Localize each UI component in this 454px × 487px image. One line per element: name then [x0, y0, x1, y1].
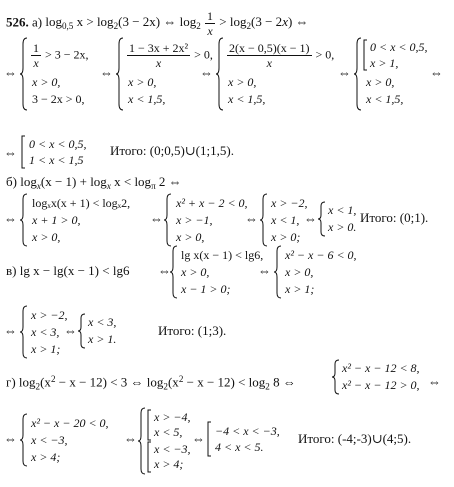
a-final-row1: 0 < x < 0,5, [29, 137, 87, 151]
problem-number: 526. [6, 14, 29, 30]
b-sys3-row2: x < 1, [271, 213, 300, 227]
b-system-1 [22, 194, 147, 246]
iff-symbol: ⇔ [200, 65, 213, 80]
g-sys3-row1: x > −4, [154, 410, 191, 424]
v-sys3-row2: x < 3, [31, 325, 60, 339]
square-bracket-icon [148, 442, 152, 472]
b-sys4-row1: x < 1, [328, 203, 357, 217]
v-system-1 [172, 246, 272, 298]
g-sys3-row4: x > 4; [154, 457, 184, 471]
iff-symbol: ⇔ [4, 65, 17, 80]
brace-icon [172, 246, 178, 298]
a-eq-log05: $\log_{0,5} x > \log_2(3 - 2x)$ ⇔ $\log_2$ [45, 14, 201, 32]
a-system-3 [218, 38, 338, 110]
b-sys1-row2: x + 1 > 0, [32, 213, 81, 227]
a-sys1-row2: x > 0, [32, 75, 61, 89]
brace-icon [22, 414, 28, 466]
g-final-row1: −4 < x < −3, [215, 424, 280, 438]
a-sys4-inner-row1: 0 < x < 0,5, [370, 40, 428, 54]
iff-symbol: ⇔ [338, 65, 351, 80]
a-sys1-row1: $\frac{1}{x}$ > 3 − 2x, [33, 41, 89, 70]
a-final-bracket [22, 136, 106, 168]
a-result: Итого: (0;0,5)∪(1;1,5). [110, 143, 234, 158]
b-sys4-row2: x > 0. [328, 220, 357, 234]
a-sys3-row1: $\frac{2(x - 0,5)(x - 1)}{x}$ > 0, [229, 41, 335, 70]
part-a-label: а) [32, 14, 43, 30]
a-system-1 [22, 38, 112, 110]
b-sys2-row1: x² + x − 2 < 0, [176, 196, 248, 210]
v-sys4-row1: x < 3, [88, 315, 117, 329]
a-sys1-row3: 3 − 2x > 0, [32, 92, 85, 106]
a-sys4-inner-row2: x > 1, [370, 56, 399, 70]
iff-symbol: ⇔ [4, 211, 17, 226]
a-system-4 [356, 38, 436, 110]
a-sys3-row3: x < 1,5, [228, 92, 266, 106]
brace-icon [22, 38, 28, 110]
iff-symbol: ⇔ [192, 431, 205, 446]
iff-symbol: ⇔ [4, 431, 17, 446]
g-sys2-row1: x² − x − 20 < 0, [31, 416, 109, 430]
brace-icon [166, 194, 172, 246]
v-sys3-row3: x > 1; [31, 342, 61, 356]
problem-line-b: б) $\log_x(x - 1) + \log_x x < \log_\pi 2$ ⇔ [6, 174, 182, 192]
a-frac-1-over-x: $\frac{1}{x}$ [207, 9, 214, 38]
brace-icon [22, 194, 28, 246]
v-sys1-row1: lg x(x − 1) < lg6, [181, 248, 264, 262]
brace-icon [276, 246, 282, 298]
a-final-row2: 1 < x < 1,5 [29, 153, 84, 167]
square-bracket-icon [148, 410, 152, 440]
g-final-row2: 4 < x < 5. [215, 440, 264, 454]
brace-icon [118, 38, 124, 110]
v-sys3-row1: x > −2, [31, 308, 68, 322]
b-sys2-row3: x > 0, [176, 230, 205, 244]
b-system-4 [320, 202, 360, 236]
brace-icon [262, 194, 268, 246]
v-system-4 [80, 314, 124, 348]
a-sys4-row4: x < 1,5, [366, 92, 404, 106]
iff-symbol: ⇔ [64, 323, 77, 338]
problem-line-v: в) lg x − lg(x − 1) < lg6 [6, 263, 130, 278]
iff-symbol: ⇔ [304, 211, 317, 226]
brace-icon [334, 360, 340, 394]
brace-icon [22, 306, 28, 358]
iff-symbol: ⇔ [100, 65, 113, 80]
b-sys3-row1: x > −2, [271, 196, 308, 210]
g-sys1-row1: x² − x − 12 < 8, [342, 361, 420, 375]
b-sys1-row1: logₓx(x + 1) < logₓ2, [32, 196, 131, 210]
iff-symbol: ⇔ [124, 431, 137, 446]
b-result: Итого: (0;1). [360, 210, 429, 225]
a-sys3-row2: x > 0, [228, 75, 257, 89]
problem-line-a [6, 10, 309, 37]
g-sys3-row2: x < 5, [154, 425, 183, 439]
b-system-2 [166, 194, 256, 246]
a-sys2-row2: x > 0, [128, 75, 157, 89]
g-system-2 [22, 414, 122, 466]
iff-symbol: ⇔ [150, 211, 163, 226]
g-sys2-row3: x > 4; [31, 450, 61, 464]
iff-symbol: ⇔ [4, 323, 17, 338]
iff-symbol: ⇔ [430, 65, 443, 80]
b-sys1-row3: x > 0, [32, 230, 61, 244]
a-sys2-row1: $\frac{\text{1 − 3x + 2x²}}{x}$ > 0, [129, 41, 213, 70]
brace-icon [140, 408, 146, 474]
g-system-1 [334, 360, 424, 394]
b-sys2-row2: x > −1, [176, 213, 213, 227]
brace-icon [218, 38, 224, 110]
square-bracket-icon [208, 422, 212, 456]
v-sys2-row2: x > 0, [285, 265, 314, 279]
brace-icon [356, 38, 362, 110]
a-sys4-row3: x > 0, [366, 75, 395, 89]
v-sys2-row1: x² − x − 6 < 0, [285, 248, 357, 262]
v-sys4-row2: x > 1. [88, 332, 117, 346]
v-sys1-row2: x > 0, [181, 265, 210, 279]
g-sys3-row3: x < −3, [154, 442, 191, 456]
square-bracket-icon [22, 136, 26, 168]
a-eq-rhs: > $\log_2(3 - 2x)$ ⇔ [219, 14, 309, 32]
a-sys2-row3: x < 1,5, [128, 92, 166, 106]
square-bracket-icon [364, 40, 368, 70]
iff-symbol: ⇔ [158, 263, 171, 278]
iff-symbol: ⇔ [258, 263, 271, 278]
brace-icon [80, 314, 86, 348]
iff-symbol: ⇔ [245, 211, 258, 226]
g-final-bracket [208, 422, 288, 456]
problem-line-g: г) $\log_2(x^2 - x - 12) < 3$ ⇔ $\log_2(x^2 - x - 12) < \log_2 8$ ⇔ [6, 374, 296, 392]
v-result: Итого: (1;3). [158, 323, 227, 338]
iff-symbol: ⇔ [428, 374, 441, 389]
g-sys1-row2: x² − x − 12 > 0, [342, 378, 420, 392]
g-result: Итого: (-4;-3)∪(4;5). [298, 431, 412, 446]
g-system-3 [140, 408, 200, 474]
v-sys1-row3: x − 1 > 0; [181, 282, 231, 296]
iff-symbol: ⇔ [4, 145, 17, 160]
brace-icon [320, 202, 326, 236]
v-system-2 [276, 246, 376, 298]
b-sys3-row3: x > 0; [271, 230, 301, 244]
v-sys2-row3: x > 1; [285, 282, 315, 296]
g-sys2-row2: x < −3, [31, 433, 68, 447]
